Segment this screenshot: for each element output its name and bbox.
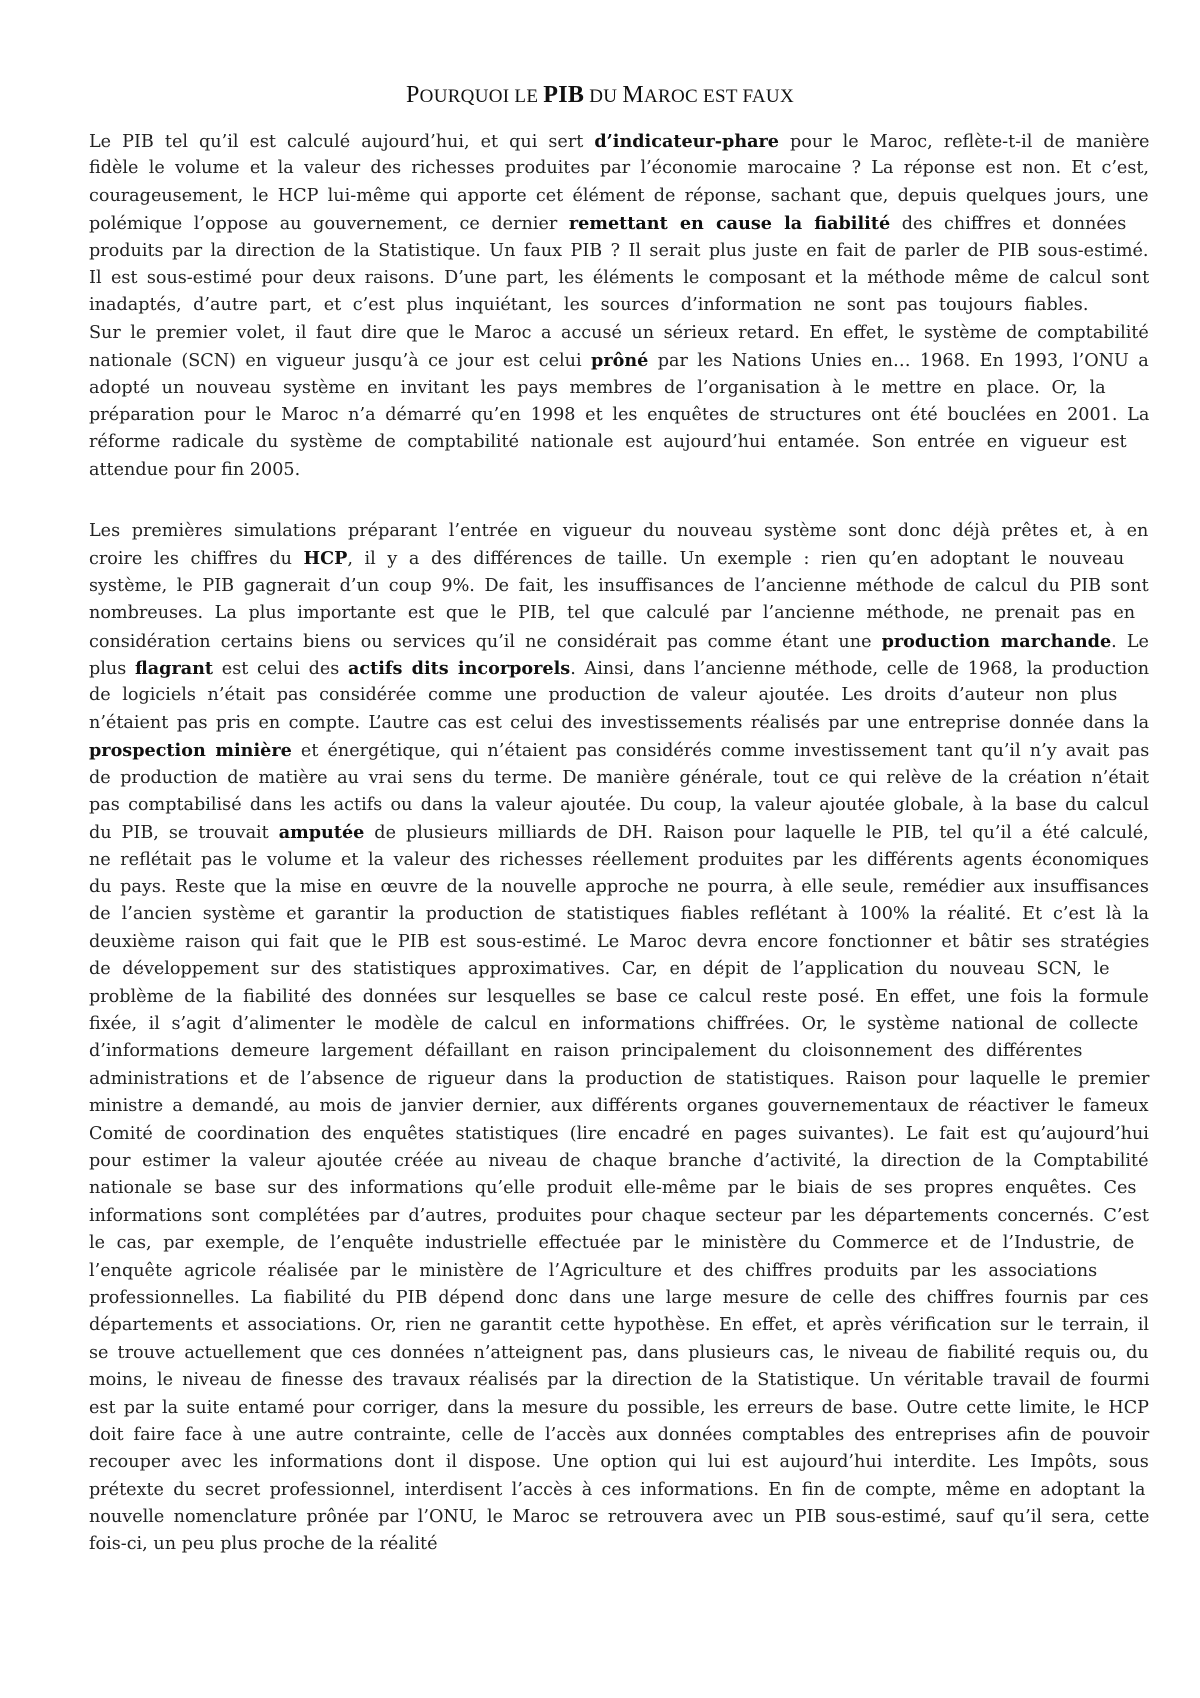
text-run: départements et associations. Or, rien ne garantit cette hypothèse. En effet, et après vérification sur le terrain, il [89, 1315, 1150, 1336]
text-run: l’enquête agricole réalisée par le ministère de l’Agriculture et des chiffres produits par les associations [89, 1260, 1098, 1281]
text-line [89, 1312, 1149, 1339]
bold-run: flagrant [134, 657, 214, 679]
text-run: des chiffres et données [890, 214, 1127, 235]
text-line [89, 1175, 1149, 1202]
text-line [89, 1093, 1149, 1120]
text-run: pour estimer la valeur ajoutée créée au niveau de chaque branche d’activité, la direction de la Comptabilité [89, 1150, 1149, 1171]
text-run: est celui des [213, 658, 348, 679]
text-run: moins, le niveau de finesse des travaux réalisés par la direction de la Statistique. Un véritable travail de fourmi [89, 1370, 1150, 1391]
text-run: informations sont complétées par d’autres, produites pour chaque secteur par les départements concernés. C’est [89, 1205, 1149, 1226]
text-run: de plusieurs milliards de DH. Raison pour laquelle le PIB, tel qu’il a été calculé, [364, 823, 1149, 844]
text-run: Le PIB tel qu’il est calculé aujourd’hui, et qui sert [89, 132, 595, 152]
text-run: Comité de coordination des enquêtes statistiques (lire encadré en pages suivantes). Le fait est qu’aujourd’hui [89, 1123, 1149, 1144]
text-run: considération certains biens ou services qu’il ne considérait pas comme étant une [89, 631, 882, 652]
paragraph-2 [89, 518, 1149, 1559]
text-run: pour le Maroc, reflète-t-il de manière [778, 132, 1150, 152]
bold-run: prospection minière [89, 740, 292, 762]
bold-run: d’indicateur-phare [594, 131, 779, 152]
text-line [89, 1258, 1149, 1285]
text-run: d’informations demeure largement défaillant en raison principalement du cloisonnement des différentes [89, 1041, 1083, 1062]
text-run: nouvelle nomenclature prônée par l’ONU, le Maroc se retrouvera avec un PIB sous-estimé, sauf qu’il sera, cette [89, 1507, 1150, 1528]
text-line [89, 1422, 1149, 1449]
text-run: polémique l’oppose au gouvernement, ce dernier [89, 214, 569, 235]
text-run: croire les chiffres du [89, 549, 304, 570]
text-line [89, 737, 1149, 764]
bold-run: amputée [278, 822, 365, 844]
text-run: par les Nations Unies en… 1968. En 1993, l’ONU a [648, 351, 1149, 372]
text-line [89, 402, 1149, 429]
text-line [89, 901, 1149, 928]
text-run: Il est sous-estimé pour deux raisons. D’une part, les éléments le composant et la méthode même de calcul sont [89, 267, 1150, 288]
text-line [89, 819, 1149, 846]
title-part: PIB [543, 82, 585, 108]
text-run: inadaptés, d’autre part, et c’est plus inquiétant, les sources d’information ne sont pas toujours fiables. [89, 295, 1089, 316]
text-line [89, 1121, 1149, 1148]
text-line [89, 573, 1149, 600]
text-line [89, 1449, 1149, 1476]
text-line [89, 545, 1149, 572]
bold-run: production marchande [881, 630, 1112, 652]
text-line [89, 710, 1149, 737]
text-line [89, 1011, 1149, 1038]
text-run: système, le PIB gagnerait d’un coup 9%. De fait, les insuffisances de l’ancienne méthode de calcul du PIB sont [89, 575, 1149, 596]
text-run: réforme radicale du système de comptabilité nationale est aujourd’hui entamée. Son entrée en vigueur est [89, 432, 1127, 453]
text-run: . Ainsi, dans l’ancienne méthode, celle de 1968, la production [570, 658, 1150, 679]
text-line [89, 292, 1149, 319]
text-run: nationale se base sur des informations qu’elle produit elle-même par le biais de ses propres enquêtes. Ces [89, 1178, 1137, 1199]
text-run: nombreuses. La plus importante est que le PIB, tel que calculé par l’ancienne méthode, ne prenait pas en [89, 603, 1136, 624]
text-run: Les premières simulations préparant l’entrée en vigueur du nouveau système sont donc déjà prêtes et, à en [89, 521, 1149, 541]
bold-run: remettant en cause la fiabilité [568, 213, 891, 235]
title-part: OURQUOI LE [419, 86, 544, 107]
bold-run: actifs dits incorporels [348, 657, 571, 679]
text-run: ministre a demandé, au mois de janvier dernier, aux différents organes gouvernementaux de réactiver le fameux [89, 1096, 1149, 1117]
text-line [89, 183, 1149, 210]
text-run: prétexte du secret professionnel, interdisent l’accès à ces informations. En fin de compte, même en adoptant la [89, 1479, 1146, 1500]
text-line [89, 1367, 1149, 1394]
text-run: du pays. Reste que la mise en œuvre de la nouvelle approche ne pourra, à elle seule, remédier aux insuffisances [89, 877, 1149, 898]
title-part: DU [584, 86, 623, 107]
text-run: de développement sur des statistiques approximatives. Car, en dépit de l’application du nouveau SCN, le [89, 959, 1110, 980]
text-line [89, 429, 1149, 456]
text-run: le cas, par exemple, de l’enquête industrielle effectuée par le ministère du Commerce et de l’Industrie, de [89, 1233, 1135, 1254]
text-run: adopté un nouveau système en invitant les pays membres de l’organisation à le mettre en place. Or, la [89, 377, 1106, 398]
text-line [89, 375, 1149, 402]
text-line [89, 155, 1149, 182]
text-run: Sur le premier volet, il faut dire que le Maroc a accusé un sérieux retard. En effet, le système de comptabilité [89, 322, 1149, 343]
text-run: fois-ci, un peu plus proche de la réalité [89, 1534, 438, 1555]
text-line [89, 682, 1149, 709]
text-run: plus [89, 658, 135, 679]
text-run: ne reflétait pas le volume et la valeur des richesses réellement produites par les différents agents économiques [89, 849, 1149, 870]
text-line [89, 1066, 1149, 1093]
text-line [89, 1038, 1149, 1065]
paragraph-1 [89, 128, 1149, 484]
text-run: du PIB, se trouvait [89, 823, 279, 844]
text-run: produits par la direction de la Statistique. Un faux PIB ? Il serait plus juste en fait de parler de PIB sous-estimé. [89, 240, 1149, 261]
text-run: de production de matière au vrai sens du terme. De manière générale, tout ce qui relève de la création n’était [89, 767, 1150, 788]
text-line [89, 847, 1149, 874]
text-line [89, 1477, 1149, 1504]
text-line [89, 1504, 1149, 1531]
text-line [89, 956, 1149, 983]
text-line [89, 1395, 1149, 1422]
text-line [89, 655, 1149, 682]
text-line [89, 265, 1149, 292]
text-run: . Le [1111, 631, 1149, 652]
text-run: , il y a des différences de taille. Un exemple : rien qu’en adoptant le nouveau [347, 549, 1125, 570]
text-run: est par la suite entamé pour corriger, dans la mesure du possible, les erreurs de base. Outre cette limite, le HCP [89, 1397, 1149, 1418]
text-line [89, 128, 1149, 155]
text-run: se trouve actuellement que ces données n’atteignent pas, dans plusieurs cas, le niveau de fiabilité requis ou, du [89, 1342, 1149, 1363]
text-run: attendue pour fin 2005. [89, 459, 301, 480]
text-run: n’étaient pas pris en compte. L’autre cas est celui des investissements réalisés par une entreprise donnée dans la [89, 712, 1150, 733]
text-run: de logiciels n’était pas considérée comme une production de valeur ajoutée. Les droits d’auteur non plus [89, 685, 1118, 706]
text-run: de l’ancien système et garantir la production de statistiques fiables reflétant à 100% la réalité. Et c’est là la [89, 904, 1150, 925]
text-run: recouper avec les informations dont il dispose. Une option qui lui est aujourd’hui interdite. Les Impôts, sous [89, 1452, 1149, 1473]
text-run: fixée, il s’agit d’alimenter le modèle de calcul en informations chiffrées. Or, le système national de collecte [89, 1014, 1139, 1035]
text-line [89, 628, 1149, 655]
text-run: courageusement, le HCP lui-même qui apporte cet élément de réponse, sachant que, depuis quelques jours, une [89, 185, 1149, 206]
text-line [89, 874, 1149, 901]
text-run: administrations et de l’absence de rigueur dans la production de statistiques. Raison pour laquelle le premier [89, 1068, 1150, 1089]
text-line [89, 929, 1149, 956]
text-run: préparation pour le Maroc n’a démarré qu’en 1998 et les enquêtes de structures ont été bouclées en 2001. La [89, 404, 1150, 425]
bold-run: HCP [303, 548, 348, 570]
text-line [89, 984, 1149, 1011]
text-run: professionnelles. La fiabilité du PIB dépend donc dans une large mesure de celle des chiffres fournis par ces [89, 1287, 1149, 1308]
text-run: doit faire face à une autre contrainte, celle de l’accès aux données comptables des entreprises afin de pouvoir [89, 1424, 1150, 1445]
text-run: problème de la fiabilité des données sur lesquelles se base ce calcul reste posé. En effet, une fois la formule [89, 986, 1149, 1007]
text-run: et énergétique, qui n’étaient pas considérés comme investissement tant qu’il n’y avait pas [291, 741, 1150, 762]
title-part: P [406, 82, 420, 108]
text-run: fidèle le volume et la valeur des richesses produites par l’économie marocaine ? La réponse est non. Et c’est, [89, 158, 1150, 179]
title-part: AROC EST FAUX [644, 86, 794, 107]
text-line [89, 1230, 1149, 1257]
text-line [89, 1340, 1149, 1367]
title-part: M [622, 82, 645, 108]
text-line [89, 320, 1149, 347]
text-run: nationale (SCN) en vigueur jusqu’à ce jour est celui [89, 351, 592, 372]
text-line [89, 210, 1149, 237]
text-run: deuxième raison qui fait que le PIB est sous-estimé. Le Maroc devra encore fonctionner et bâtir ses stratégies [89, 931, 1150, 952]
text-line [89, 1148, 1149, 1175]
text-line [89, 765, 1149, 792]
text-line [89, 1203, 1149, 1230]
text-line [89, 238, 1149, 265]
text-line [89, 1285, 1149, 1312]
text-line [89, 792, 1149, 819]
text-line [89, 1531, 1149, 1558]
text-line [89, 347, 1149, 374]
text-line [89, 600, 1149, 627]
bold-run: prôné [591, 350, 649, 372]
text-line [89, 518, 1149, 545]
text-run: pas comptabilisé dans les actifs ou dans la valeur ajoutée. Du coup, la valeur ajoutée globale, à la base du calcul [89, 794, 1149, 815]
text-line [89, 457, 1149, 484]
page-title [0, 82, 1200, 109]
